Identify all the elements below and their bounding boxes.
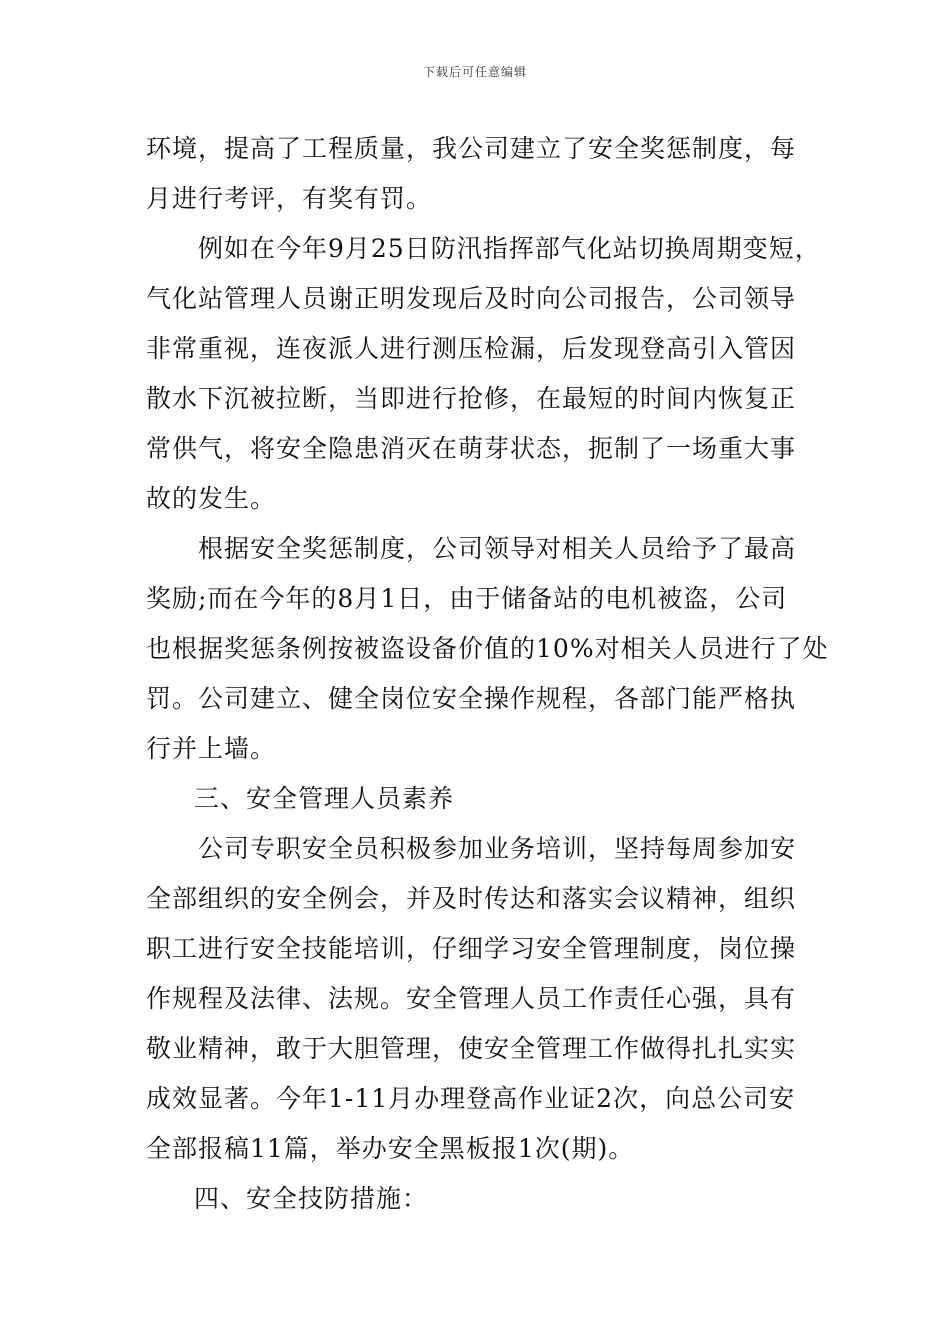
paragraph: [146, 524, 829, 774]
text-line: 全部组织的安全例会，并及时传达和落实会议精神，组织: [146, 884, 797, 913]
text-line: 常供气，将安全隐患消灭在萌芽状态，扼制了一场重大事: [146, 434, 797, 463]
text-line: 气化站管理人员谢正明发现后及时向公司报告，公司领导: [146, 284, 797, 313]
text-line: 故的发生。: [146, 484, 277, 513]
text-line: 散水下沉被拉断，当即进行抢修，在最短的时间内恢复正: [146, 384, 797, 413]
document-body: [146, 124, 829, 1224]
text-line: 奖励;而在今年的8月1日，由于储备站的电机被盗，公司: [146, 584, 788, 613]
text-line: 也根据奖惩条例按被盗设备价值的10%对相关人员进行了处: [146, 634, 829, 663]
text-line: 职工进行安全技能培训，仔细学习安全管理制度，岗位操: [146, 934, 797, 963]
page-header: 下载后可任意编辑: [422, 65, 527, 79]
text-line: 作规程及法律、法规。安全管理人员工作责任心强，具有: [146, 984, 797, 1013]
text-line: 敬业精神，敢于大胆管理，使安全管理工作做得扎扎实实: [146, 1034, 797, 1063]
paragraph: [146, 124, 826, 224]
section-heading: 三、安全管理人员素养: [194, 784, 455, 813]
text-line: 月进行考评，有奖有罚。: [146, 184, 433, 213]
section-heading: 四、安全技防措施：: [194, 1184, 429, 1213]
text-line: 根据安全奖惩制度，公司领导对相关人员给予了最高: [198, 534, 797, 563]
paragraph: [146, 224, 826, 524]
text-line: 非常重视，连夜派人进行测压检漏，后发现登高引入管因: [146, 334, 797, 363]
text-line: 例如在今年9月25日防汛指挥部气化站切换周期变短，: [198, 234, 821, 263]
text-line: 行并上墙。: [146, 734, 277, 763]
text-line: 罚。公司建立、健全岗位安全操作规程，各部门能严格执: [146, 684, 797, 713]
text-line: 全部报稿11篇，举办安全黑板报1次(期)。: [146, 1134, 635, 1163]
text-line: 公司专职安全员积极参加业务培训，坚持每周参加安: [198, 834, 797, 863]
text-line: 环境，提高了工程质量，我公司建立了安全奖惩制度，每: [146, 134, 797, 163]
text-line: 成效显著。今年1-11月办理登高作业证2次，向总公司安: [146, 1084, 796, 1113]
paragraph: [146, 824, 826, 1174]
